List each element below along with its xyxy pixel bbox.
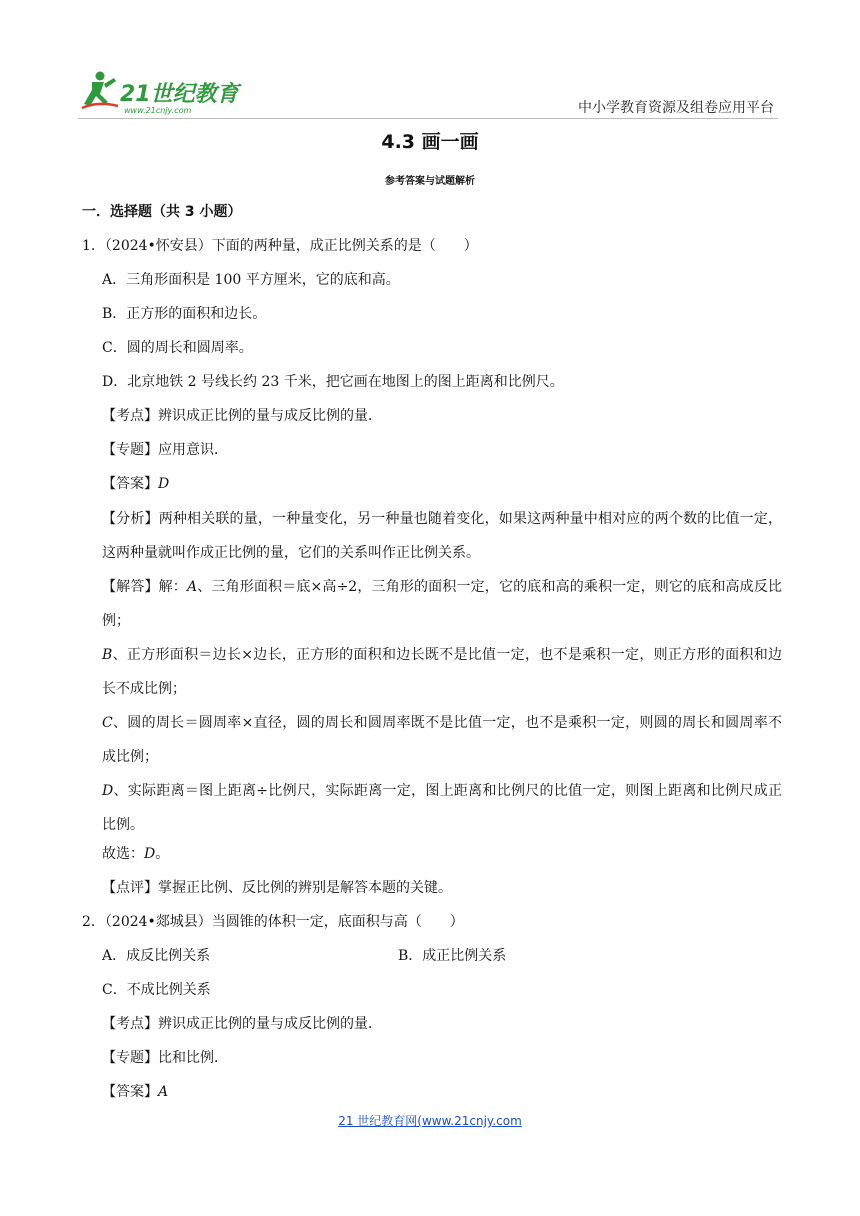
analysis-text: 两种相关联的量，一种量变化，另一种量也随着变化，如果这两种量中相对应的两个数的比值一定，这两种量就叫作成正比例的量，它们的关系叫作正比例关系。 (102, 511, 783, 561)
answer-value: A (158, 1084, 169, 1100)
choose-suffix: 。 (155, 846, 170, 862)
solution-a-text: 、三角形面积＝底×高÷2，三角形的面积一定，它的底和高的乘积一定，则它的底和高成反比例； (102, 579, 783, 629)
solution-b-letter: B (102, 647, 113, 663)
analysis-tag: 【分析】 (102, 511, 159, 527)
answer-tag: 【答案】 (102, 476, 158, 492)
runner-icon (82, 72, 118, 109)
site-logo (78, 68, 248, 116)
kaodian-text: 辨识成正比例的量与成反比例的量． (158, 1016, 382, 1032)
q1-answer (82, 472, 782, 496)
page-subtitle: 参考答案与试题解析 (385, 176, 475, 187)
q1-analysis (82, 502, 782, 570)
header-divider (78, 118, 778, 119)
zhuanti-tag: 【专题】 (102, 1050, 158, 1066)
choose-prefix: 故选： (102, 846, 144, 862)
solution-prefix: 解： (158, 579, 187, 595)
q1-solution-a (82, 570, 782, 638)
footer-link[interactable]: 21 世纪教育网(www.21cnjy.com (338, 1114, 522, 1128)
comment-tag: 【点评】 (102, 880, 158, 896)
q1-comment (82, 876, 782, 900)
q1-option-d: D．北京地铁 2 号线长约 23 千米，把它画在地图上的图上距离和比例尺。 (102, 374, 564, 390)
choose-letter: D (144, 846, 156, 862)
zhuanti-text: 比和比例． (158, 1050, 228, 1066)
q1-option-a: A．三角形面积是 100 平方厘米，它的底和高。 (102, 272, 400, 288)
solution-d-text: 、实际距离＝图上距离÷比例尺，实际距离一定，图上距离和比例尺的比值一定，则图上距离和比例尺成正比例。 (102, 783, 782, 833)
q2-options-row (82, 944, 782, 968)
q1-option-c: C．圆的周长和圆周率。 (102, 340, 253, 356)
q1-solution-d (82, 774, 782, 842)
solution-c-letter: C (102, 715, 113, 731)
q1-kaodian (82, 404, 782, 428)
kaodian-tag: 【考点】 (102, 1016, 158, 1032)
kaodian-tag: 【考点】 (102, 408, 158, 424)
solution-b-text: 、正方形面积＝边长×边长，正方形的面积和边长既不是比值一定，也不是乘积一定，则正方形的面积和边长不成比例； (102, 647, 782, 697)
q1-solution-b (82, 638, 782, 706)
solution-d-letter: D (102, 783, 114, 799)
q1-option-b: B．正方形的面积和边长。 (102, 306, 267, 322)
q1-solution-c (82, 706, 782, 774)
answer-tag: 【答案】 (102, 1084, 158, 1100)
q2-option-c: C．不成比例关系 (102, 982, 211, 998)
platform-label: 中小学教育资源及组卷应用平台 (578, 100, 774, 116)
logo-text: 21世纪教育 (120, 82, 239, 107)
q1-choose (82, 842, 782, 866)
solution-c-text: 、圆的周长＝圆周率×直径，圆的周长和圆周率既不是比值一定，也不是乘积一定，则圆的周长和圆周率不成比例； (102, 715, 782, 765)
q2-kaodian (82, 1012, 782, 1036)
question-1-stem: 1．（2024•怀安县）下面的两种量，成正比例关系的是（ ） (82, 238, 478, 254)
document-body (82, 200, 782, 1114)
answer-value: D (158, 476, 170, 492)
zhuanti-text: 应用意识． (158, 442, 228, 458)
logo-url: www.21cnjy.com (124, 106, 192, 115)
comment-text: 掌握正比例、反比例的辨别是解答本题的关键。 (158, 880, 452, 896)
section-heading: 一．选择题（共 3 小题） (82, 204, 242, 220)
q2-option-a: A．成反比例关系 (102, 948, 211, 964)
q2-answer (82, 1080, 782, 1104)
q2-zhuanti (82, 1046, 782, 1070)
solution-a-letter: A (186, 579, 198, 595)
question-2-stem: 2．（2024•郯城县）当圆锥的体积一定，底面积与高（ ） (82, 914, 464, 930)
kaodian-text: 辨识成正比例的量与成反比例的量． (158, 408, 382, 424)
zhuanti-tag: 【专题】 (102, 442, 158, 458)
q2-option-b: B．成正比例关系 (398, 948, 507, 964)
page-title: 4.3 画一画 (381, 131, 479, 153)
solution-tag: 【解答】 (102, 579, 159, 595)
q1-zhuanti (82, 438, 782, 462)
